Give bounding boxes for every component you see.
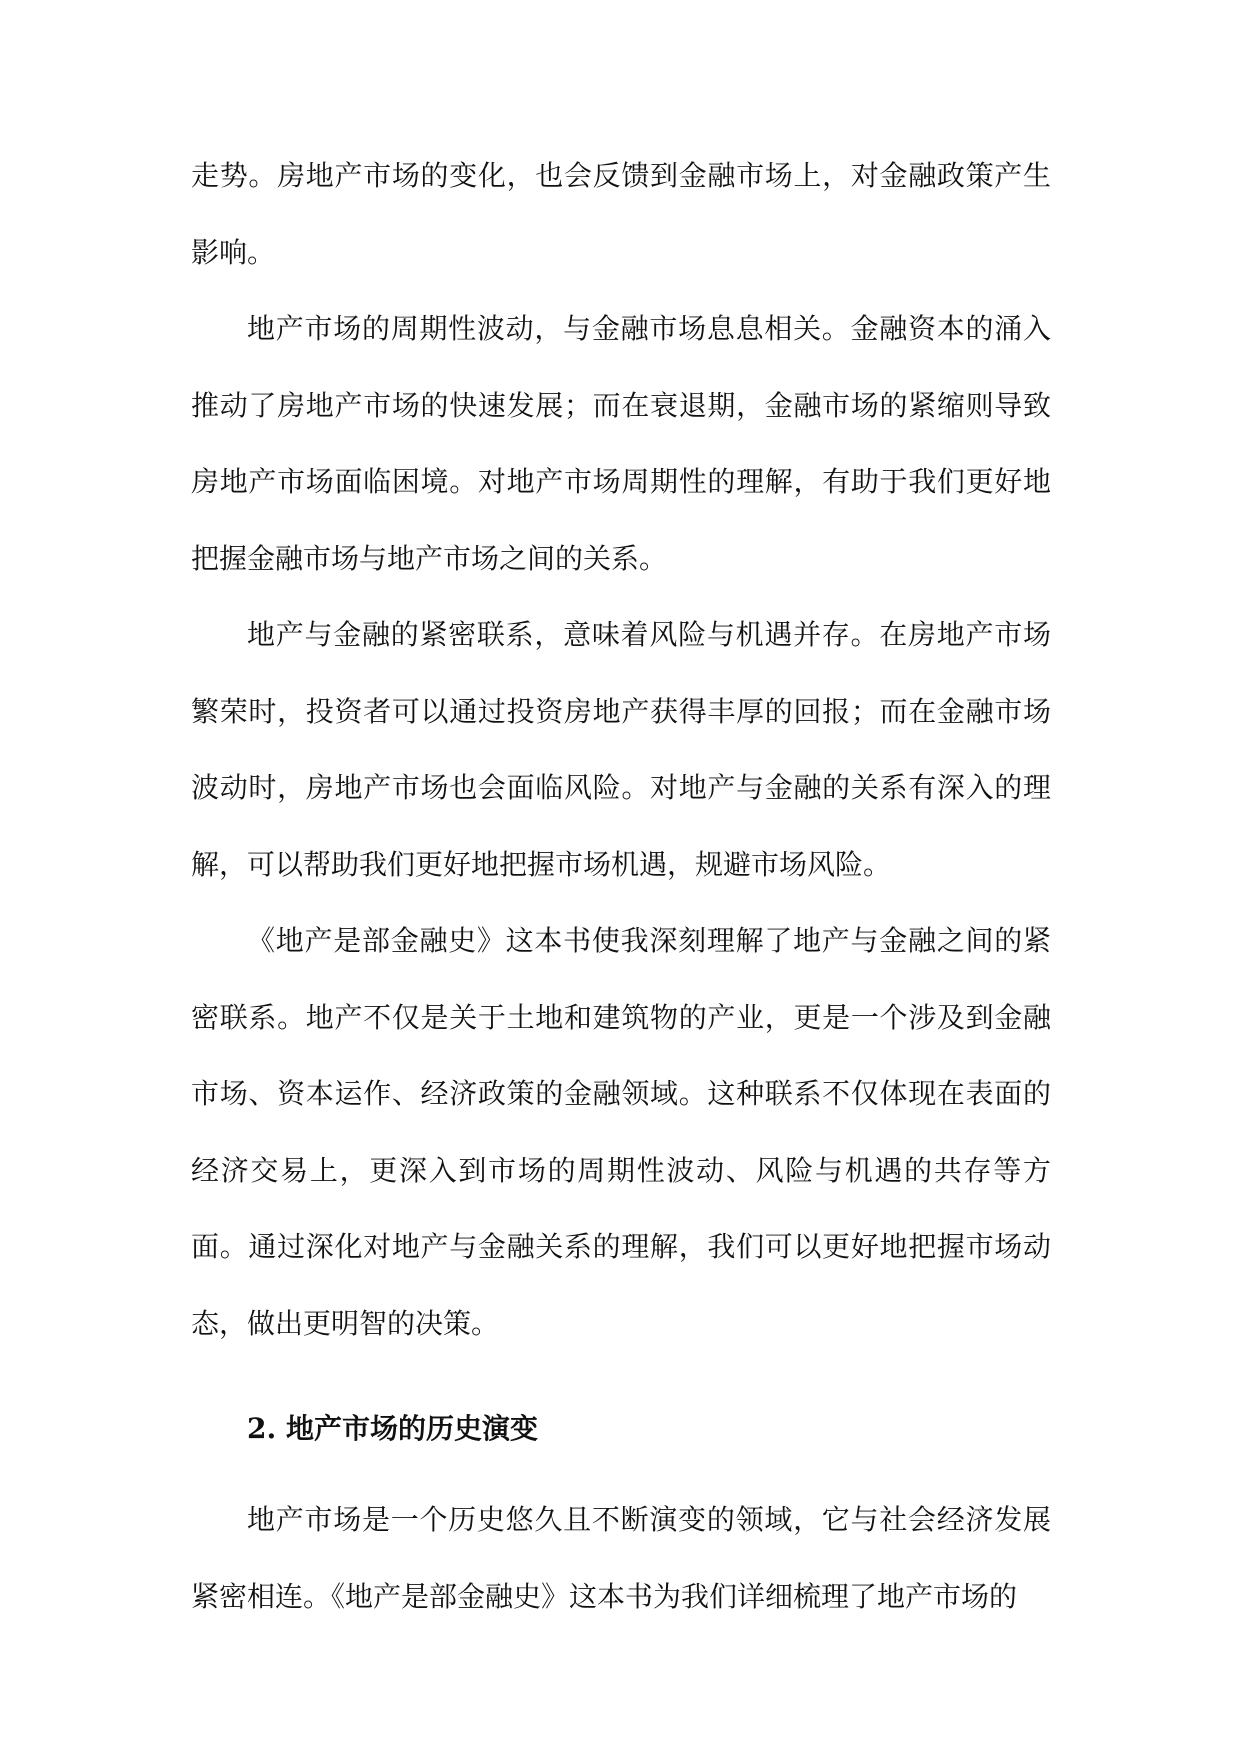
paragraph-book-reflection: 《地产是部金融史》这本书使我深刻理解了地产与金融之间的紧密联系。地产不仅是关于土地和建筑物的产业，更是一个涉及到金融市场、资本运作、经济政策的金融领域。这种联系不仅体现在表面的经济交易上，更深入到市场的周期性波动、风险与机遇的共存等方面。通过深化对地产与金融关系的理解，我们可以更好地把握市场动态，做出更明智的决策。	[191, 924, 1051, 1340]
paragraph-market-cycles: 地产市场的周期性波动，与金融市场息息相关。金融资本的涌入推动了房地产市场的快速发展；而在衰退期，金融市场的紧缩则导致房地产市场面临困境。对地产市场周期性的理解，有助于我们更好地把握金融市场与地产市场之间的关系。	[191, 312, 1051, 575]
paragraph-continuation: 走势。房地产市场的变化，也会反馈到金融市场上，对金融政策产生影响。	[191, 159, 1051, 269]
document-body	[191, 138, 1051, 1635]
section-heading: 2. 地产市场的历史演变	[247, 1412, 538, 1445]
paragraph-risk-opportunity: 地产与金融的紧密联系，意味着风险与机遇并存。在房地产市场繁荣时，投资者可以通过投资房地产获得丰厚的回报；而在金融市场波动时，房地产市场也会面临风险。对地产与金融的关系有深入的理解，可以帮助我们更好地把握市场机遇，规避市场风险。	[191, 618, 1051, 881]
paragraph-history-intro: 地产市场是一个历史悠久且不断演变的领域，它与社会经济发展紧密相连。《地产是部金融史》这本书为我们详细梳理了地产市场的	[191, 1503, 1051, 1613]
